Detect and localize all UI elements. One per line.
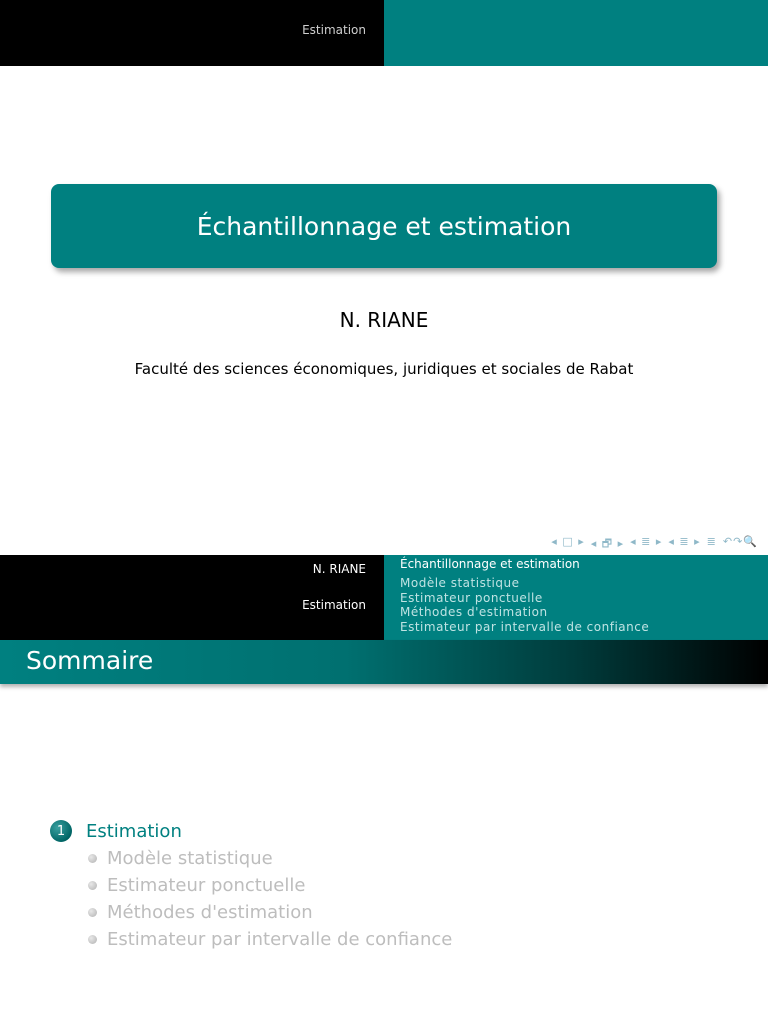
- nav-appendix-icon[interactable]: ≣: [706, 535, 717, 548]
- section-number-ball: 1: [50, 820, 72, 842]
- presentation-title: Échantillonnage et estimation: [196, 211, 572, 241]
- toc-subsection-item[interactable]: [88, 929, 452, 950]
- nav-document-icon[interactable]: ◂ ≣ ▸: [668, 535, 701, 548]
- nav-subsection-icon[interactable]: ◂ 🗗 ▸: [590, 537, 625, 550]
- institute-name: Faculté des sciences économiques, juridiques et sociales de Rabat: [134, 360, 634, 378]
- nav-section-icon[interactable]: ◂ ≣ ▸: [630, 535, 663, 548]
- header-right-bar: [384, 0, 768, 66]
- slide2-header-section[interactable]: Estimation: [302, 598, 366, 612]
- toc-subsection-label[interactable]: Estimateur par intervalle de confiance: [107, 929, 453, 950]
- toc-section-label[interactable]: Estimation: [86, 820, 182, 842]
- header-subsection-link[interactable]: Estimateur par intervalle de confiance: [400, 619, 650, 634]
- header-subsection-link[interactable]: Estimateur ponctuelle: [400, 590, 543, 605]
- header-subsection-link[interactable]: Modèle statistique: [400, 576, 520, 590]
- beamer-navigation: [551, 535, 758, 554]
- header-section-label[interactable]: Estimation: [302, 23, 366, 37]
- toc-subsection-item[interactable]: [88, 875, 452, 896]
- slide2-header-right: [384, 555, 768, 640]
- table-of-contents: [50, 820, 452, 950]
- frame-title-bar: [0, 640, 768, 684]
- header-subsection-link[interactable]: Méthodes d'estimation: [400, 605, 548, 619]
- frame-title: Sommaire: [26, 646, 154, 675]
- header-left-bar: [0, 0, 384, 66]
- bullet-icon: [88, 881, 97, 890]
- toc-subsection-label[interactable]: Méthodes d'estimation: [107, 902, 313, 923]
- nav-search-icon[interactable]: ↶↷🔍: [722, 535, 758, 548]
- slide2-header-left: [0, 555, 384, 640]
- nav-frame-icon[interactable]: ◂ □ ▸: [551, 535, 585, 548]
- bullet-icon: [88, 854, 97, 863]
- presentation-title-box: [51, 184, 717, 268]
- toc-section-item[interactable]: [50, 820, 452, 842]
- bullet-icon: [88, 908, 97, 917]
- slide2-header-subsections: [400, 576, 649, 634]
- toc-subsection-label[interactable]: Modèle statistique: [107, 848, 273, 869]
- slide2-header-author: N. RIANE: [312, 562, 366, 576]
- toc-subsection-label[interactable]: Estimateur ponctuelle: [107, 875, 306, 896]
- toc-subsection-item[interactable]: [88, 902, 452, 923]
- author-name: N. RIANE: [339, 308, 429, 332]
- bullet-icon: [88, 935, 97, 944]
- slide2-header-title[interactable]: Échantillonnage et estimation: [400, 557, 580, 571]
- toc-subsection-item[interactable]: [88, 848, 452, 869]
